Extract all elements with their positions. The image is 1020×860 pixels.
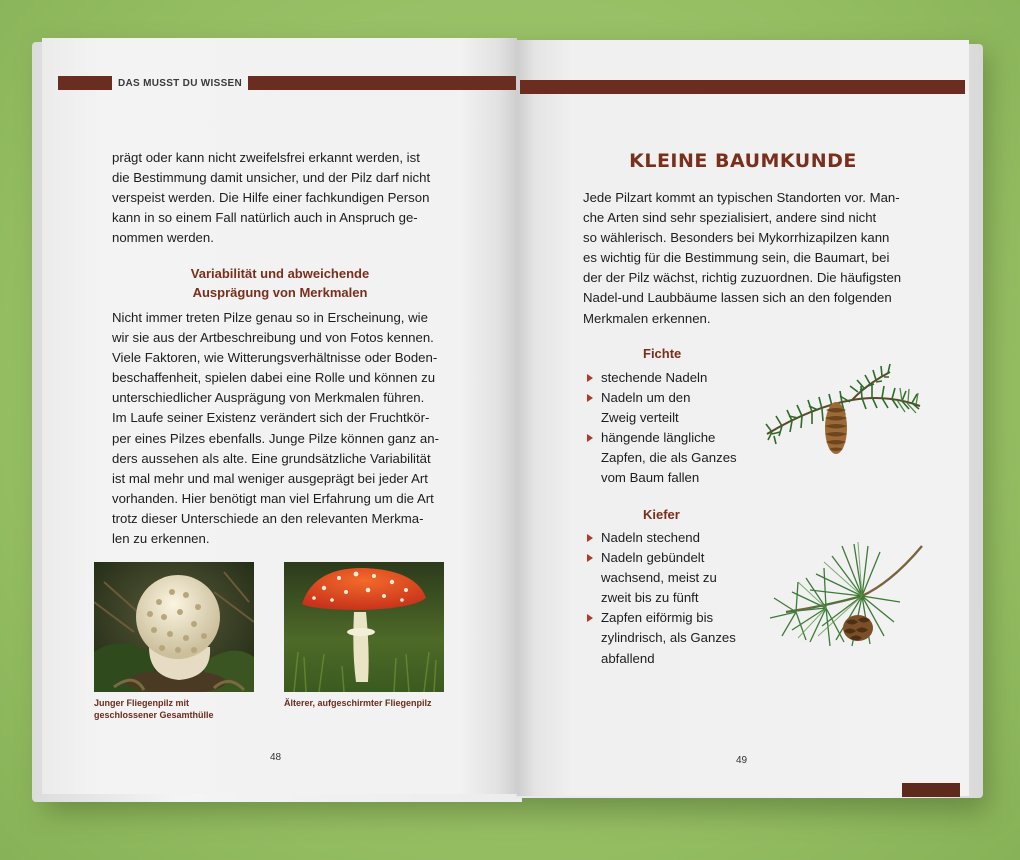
list-item: [585, 608, 765, 668]
list-item: [585, 548, 765, 608]
list-item-line: Nadeln stechend: [601, 530, 700, 545]
text-line: beschaffenheit, spielen dabei eine Rolle und können zu: [112, 370, 436, 386]
page-corner-tab: [902, 783, 960, 797]
text-line: Jede Pilzart kommt an typischen Standorten vor. Man-: [583, 190, 900, 205]
text-line: prägt oder kann nicht zweifelsfrei erkannt werden, ist: [112, 150, 420, 165]
spruce-cone: [825, 402, 847, 454]
subheading-line: Ausprägung von Merkmalen: [192, 285, 368, 300]
list-item: [585, 528, 765, 548]
page-number-right: 49: [736, 755, 748, 766]
text-line: Viele Faktoren, wie Witterungsverhältnisse oder Boden-: [112, 350, 438, 366]
young-fly-agaric-image: [94, 562, 254, 692]
text-line: per eines Pilzes ebenfalls. Junge Pilze können ganz an-: [112, 430, 439, 446]
list-item-line: Zapfen eiförmig bis: [601, 610, 714, 626]
text-line: Nicht immer treten Pilze genau so in Erscheinung, wie: [112, 310, 428, 325]
text-line: che Arten sind sehr spezialisiert, andere sind nicht: [583, 210, 877, 226]
kiefer-list: [585, 528, 765, 669]
header-bar-right: [520, 80, 965, 94]
right-intro-paragraph: [583, 188, 905, 329]
pine-cone: [843, 615, 873, 641]
list-item-line: stechende Nadeln: [601, 370, 708, 385]
list-item-line: Zweig verteilt: [601, 410, 679, 426]
list-item-line: Zapfen, die als Ganzes: [601, 450, 737, 466]
list-item-line: wachsend, meist zu: [601, 570, 717, 586]
text-line: ist mal mehr und mal weniger ausgeprägt bei jeder Art: [112, 470, 428, 486]
bullet-triangle-icon: [587, 554, 593, 562]
photo-young-fly-agaric: [94, 562, 254, 692]
caption-line: geschlossener Gesamthülle: [94, 710, 214, 720]
list-item-line: zylindrisch, als Ganzes: [601, 630, 736, 646]
text-line: nommen werden.: [112, 230, 214, 246]
caption-line: Junger Fliegenpilz mit: [94, 698, 190, 708]
text-line: ders aussehen als alte. Eine grundsätzliche Variabilität: [112, 450, 431, 466]
list-item-line: Nadeln gebündelt: [601, 550, 705, 566]
bullet-triangle-icon: [587, 614, 593, 622]
spruce-branch-illustration: [762, 362, 924, 462]
text-line: Im Laufe seiner Existenz verändert sich der Fruchtkör-: [112, 410, 430, 426]
bullet-triangle-icon: [587, 534, 593, 542]
list-item-line: vom Baum fallen: [601, 470, 700, 486]
list-item-line: zweit bis zu fünft: [601, 590, 699, 606]
text-line: die Bestimmung damit unsicher, und der Pilz darf nicht: [112, 170, 431, 186]
caption-older-fly-agaric: Älterer, aufgeschirmter Fliegenpilz: [284, 698, 432, 708]
bullet-triangle-icon: [587, 374, 593, 382]
header-bar-left-long: [248, 76, 516, 90]
left-paragraph-1: [112, 148, 448, 248]
heading-kiefer: Kiefer: [643, 507, 680, 522]
fichte-list: [585, 368, 765, 489]
header-bar-left-short: [58, 76, 112, 90]
text-line: Nadel-und Laubbäume lassen sich an den folgenden: [583, 290, 892, 306]
text-line: unterschiedlicher Ausprägung von Merkmalen führen.: [112, 390, 425, 406]
page-title: KLEINE BAUMKUNDE: [629, 150, 857, 172]
subheading-variability: [112, 264, 448, 302]
list-item: [585, 388, 765, 428]
list-item: [585, 368, 765, 388]
older-fly-agaric-image: [284, 562, 444, 692]
list-item-line: hängende längliche: [601, 430, 716, 446]
page-number-left: 48: [270, 752, 282, 763]
text-line: len zu erkennen.: [112, 531, 210, 547]
text-line: es wichtig für die Bestimmung sein, die Baumart, bei: [583, 250, 890, 266]
bullet-triangle-icon: [587, 434, 593, 442]
left-paragraph-2: [112, 308, 448, 549]
caption-young-fly-agaric: [94, 697, 264, 721]
heading-fichte: Fichte: [643, 346, 682, 361]
bullet-triangle-icon: [587, 394, 593, 402]
text-line: trotz dieser Unterschiede an den relevanten Merkma-: [112, 510, 424, 526]
text-line: wir sie aus der Artbeschreibung und von Fotos kennen.: [112, 330, 434, 346]
text-line: verspeist werden. Die Hilfe einer fachkundigen Person: [112, 190, 430, 206]
list-item-line: abfallend: [601, 650, 655, 666]
list-item: [585, 428, 765, 488]
list-item-line: Nadeln um den: [601, 390, 691, 406]
pine-branch-illustration: [766, 536, 928, 656]
text-line: der der Pilz wächst, richtig zuzuordnen. Die häufigsten: [583, 270, 902, 286]
photo-older-fly-agaric: [284, 562, 444, 692]
text-line: vorhanden. Hier benötigt man viel Erfahrung um die Art: [112, 490, 434, 506]
text-line: Merkmalen erkennen.: [583, 310, 711, 326]
text-line: so wählerisch. Besonders bei Mykorrhizapilzen kann: [583, 230, 890, 246]
text-line: kann in so einem Fall natürlich auch in Anspruch ge-: [112, 210, 418, 226]
subheading-line: Variabilität und abweichende: [190, 266, 370, 281]
section-header-label: DAS MUSST DU WISSEN: [118, 78, 243, 89]
